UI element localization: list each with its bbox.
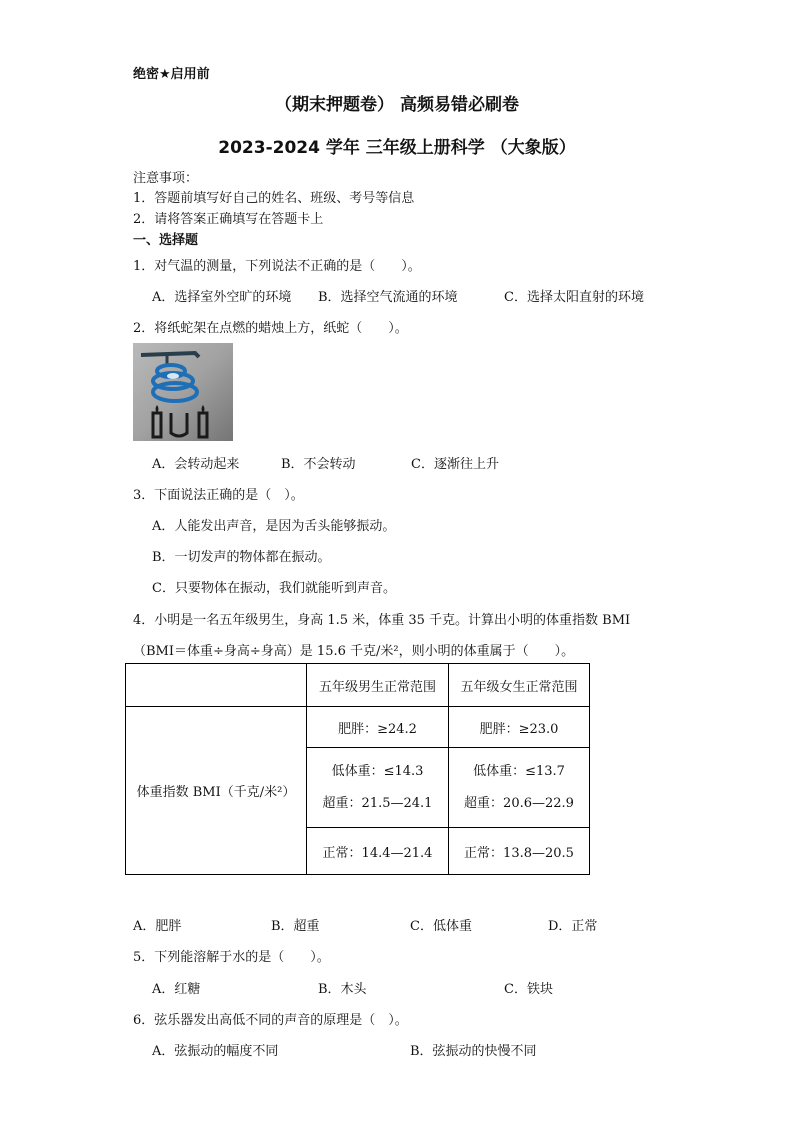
notice-item: 1．答题前填写好自己的姓名、班级、考号等信息 [133,191,415,206]
question-stem: （BMI＝体重÷身高÷身高）是 15.6 千克/米²，则小明的体重属于（ ）。 [133,644,575,659]
option[interactable]: A．人能发出声音，是因为舌头能够振动。 [152,519,396,534]
table-cell-line: 超重：21.5—24.1 [322,795,433,811]
notice-heading: 注意事项： [133,171,199,186]
option[interactable]: B．弦振动的快慢不同 [410,1044,537,1059]
table-corner-cell [126,664,307,707]
table-cell: 正常：14.4—21.4 [307,828,449,875]
question-stem: 4．小明是一名五年级男生，身高 1.5 米，体重 35 千克。计算出小明的体重指数 BMI [133,613,631,628]
notice-item: 2．请将答案正确填写在答题卡上 [133,212,324,227]
paper-snake-candle-photo [133,343,233,441]
option[interactable]: A．弦振动的幅度不同 [152,1044,279,1059]
question-stem: 3．下面说法正确的是（ ）。 [133,488,304,503]
option[interactable]: B．一切发声的物体都在振动。 [152,550,331,565]
option[interactable]: C．逐渐往上升 [411,457,499,472]
table-row-label: 体重指数 BMI（千克/米²） [126,707,307,875]
table-cell: 肥胖：≥24.2 [307,707,449,748]
option[interactable]: B．不会转动 [281,457,356,472]
question-stem: 1．对气温的测量，下列说法不正确的是（ ）。 [133,259,421,274]
option[interactable]: C．选择太阳直射的环境 [504,290,644,305]
exam-title: （期末押题卷） 高频易错必刷卷 [275,95,519,115]
table-cell [307,748,449,828]
option[interactable]: C．铁块 [504,982,553,997]
table-cell-line: 超重：20.6—22.9 [464,795,574,811]
table-cell: 肥胖：≥23.0 [449,707,590,748]
option[interactable]: D．正常 [548,919,598,934]
option[interactable]: B．木头 [318,982,367,997]
table-header: 五年级女生正常范围 [449,664,590,707]
question-stem: 6．弦乐器发出高低不同的声音的原理是（ ）。 [133,1013,408,1028]
table-cell-line: 低体重：≤13.7 [473,763,565,779]
bmi-reference-table [125,663,590,875]
table-header: 五年级男生正常范围 [307,664,449,707]
exam-subtitle: 2023-2024 学年 三年级上册科学 （大象版） [218,138,576,158]
table-cell-line: 低体重：≤14.3 [331,763,424,779]
option[interactable]: A．红糖 [152,982,201,997]
section-title: 一、选择题 [133,233,199,248]
option[interactable]: B．选择空气流通的环境 [318,290,458,305]
option[interactable]: C．只要物体在振动，我们就能听到声音。 [152,581,396,596]
option[interactable]: A．会转动起来 [152,457,240,472]
question-stem: 5．下列能溶解于水的是（ ）。 [133,950,330,965]
table-cell [449,748,590,828]
confidential-mark: 绝密★启用前 [133,67,210,82]
option[interactable]: A．肥胖 [133,919,182,934]
option[interactable]: B．超重 [271,919,320,934]
table-cell: 正常：13.8—20.5 [449,828,590,875]
question-stem: 2．将纸蛇架在点燃的蜡烛上方，纸蛇（ ）。 [133,321,408,336]
option[interactable]: A．选择室外空旷的环境 [152,290,292,305]
option[interactable]: C．低体重 [410,919,472,934]
